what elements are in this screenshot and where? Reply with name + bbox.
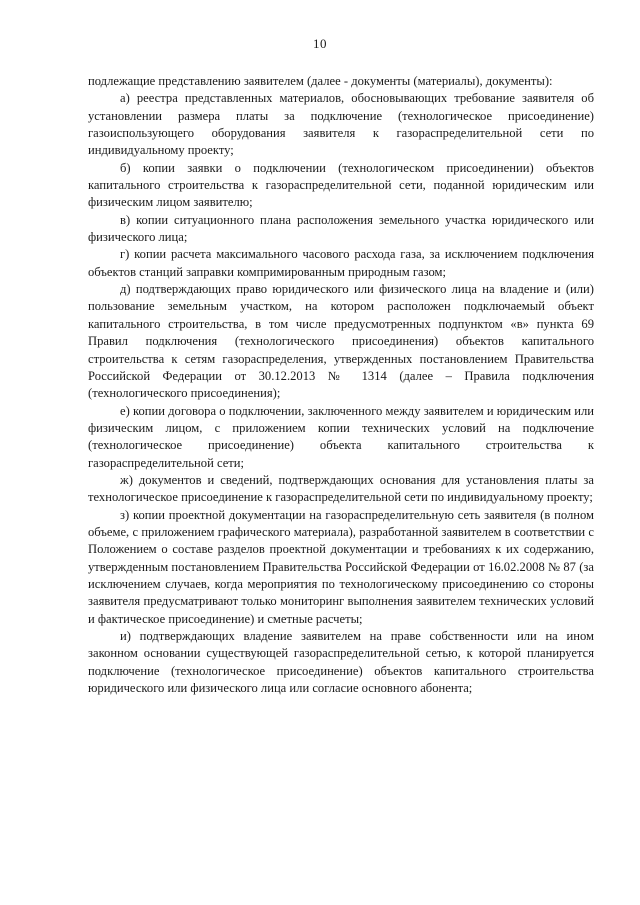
- paragraph-item-i: и) подтверждающих владение заявителем на праве собственности или на ином законном основании существующей газораспределительной сетью, к которой планируется подключение (технологическое присоединение) объектов капитального строительства юридического или физического лица или согласие основного абонента;: [88, 629, 594, 696]
- page-number: 10: [313, 36, 327, 51]
- paragraph-item-v: в) копии ситуационного плана расположения земельного участка юридического или физического лица;: [88, 212, 594, 245]
- document-body: [88, 73, 594, 697]
- paragraph-item-e: е) копии договора о подключении, заключенного между заявителем и юридическим или физическим лицом, с приложением копии технических условий на подключение (технологическое присоединение) объекта капитального строительства к газораспределительной сети;: [88, 403, 594, 470]
- paragraph-continuation: подлежащие представлению заявителем (далее - документы (материалы), документы):: [88, 74, 553, 88]
- paragraph-item-z: з) копии проектной документации на газораспределительную сеть заявителя (в полном объеме, с приложением графического материала), разработанной заявителем в соответствии с Положением о составе разделов проектной документации и требованиях к их содержанию, утвержденным постановлением Правительства Российской Федерации от 16.02.2008 № 87 (за исключением случаев, когда мероприятия по технологическому присоединению со стороны заявителя предусматривают только мониторинг выполнения заявителем технических условий и фактическое присоединение) и сметные расчеты;: [88, 507, 594, 626]
- paragraph-item-g: г) копии расчета максимального часового расхода газа, за исключением подключения объектов станций заправки компримированным природным газом;: [88, 247, 594, 279]
- paragraph-item-zh: ж) документов и сведений, подтверждающих основания для установления платы за технологическое присоединение к газораспределительной сети по индивидуальному проекту;: [88, 472, 594, 505]
- paragraph-item-d: д) подтверждающих право юридического или физического лица на владение и (или) пользование земельным участком, на котором расположен подключаемый объект капитального строительства, в том числе предусмотренных подпунктом «в» пункта 69 Правил подключения (технологического присоединения) объектов капитального строительства к сетям газораспределения, утвержденных постановлением Правительства Российской Федерации от 30.12.2013 № 1314 (далее – Правила подключения (технологического присоединения);: [88, 282, 594, 401]
- paragraph-item-b: б) копии заявки о подключении (технологическом присоединении) объектов капитального строительства к газораспределительной сети, поданной юридическим или физическим лицом заявителю;: [88, 160, 594, 210]
- paragraph-item-a: а) реестра представленных материалов, обосновывающих требование заявителя об установлении размера платы за подключение (технологическое присоединение) газоиспользующего оборудования заявителя к газораспределительной сети по индивидуальному проекту;: [88, 91, 594, 158]
